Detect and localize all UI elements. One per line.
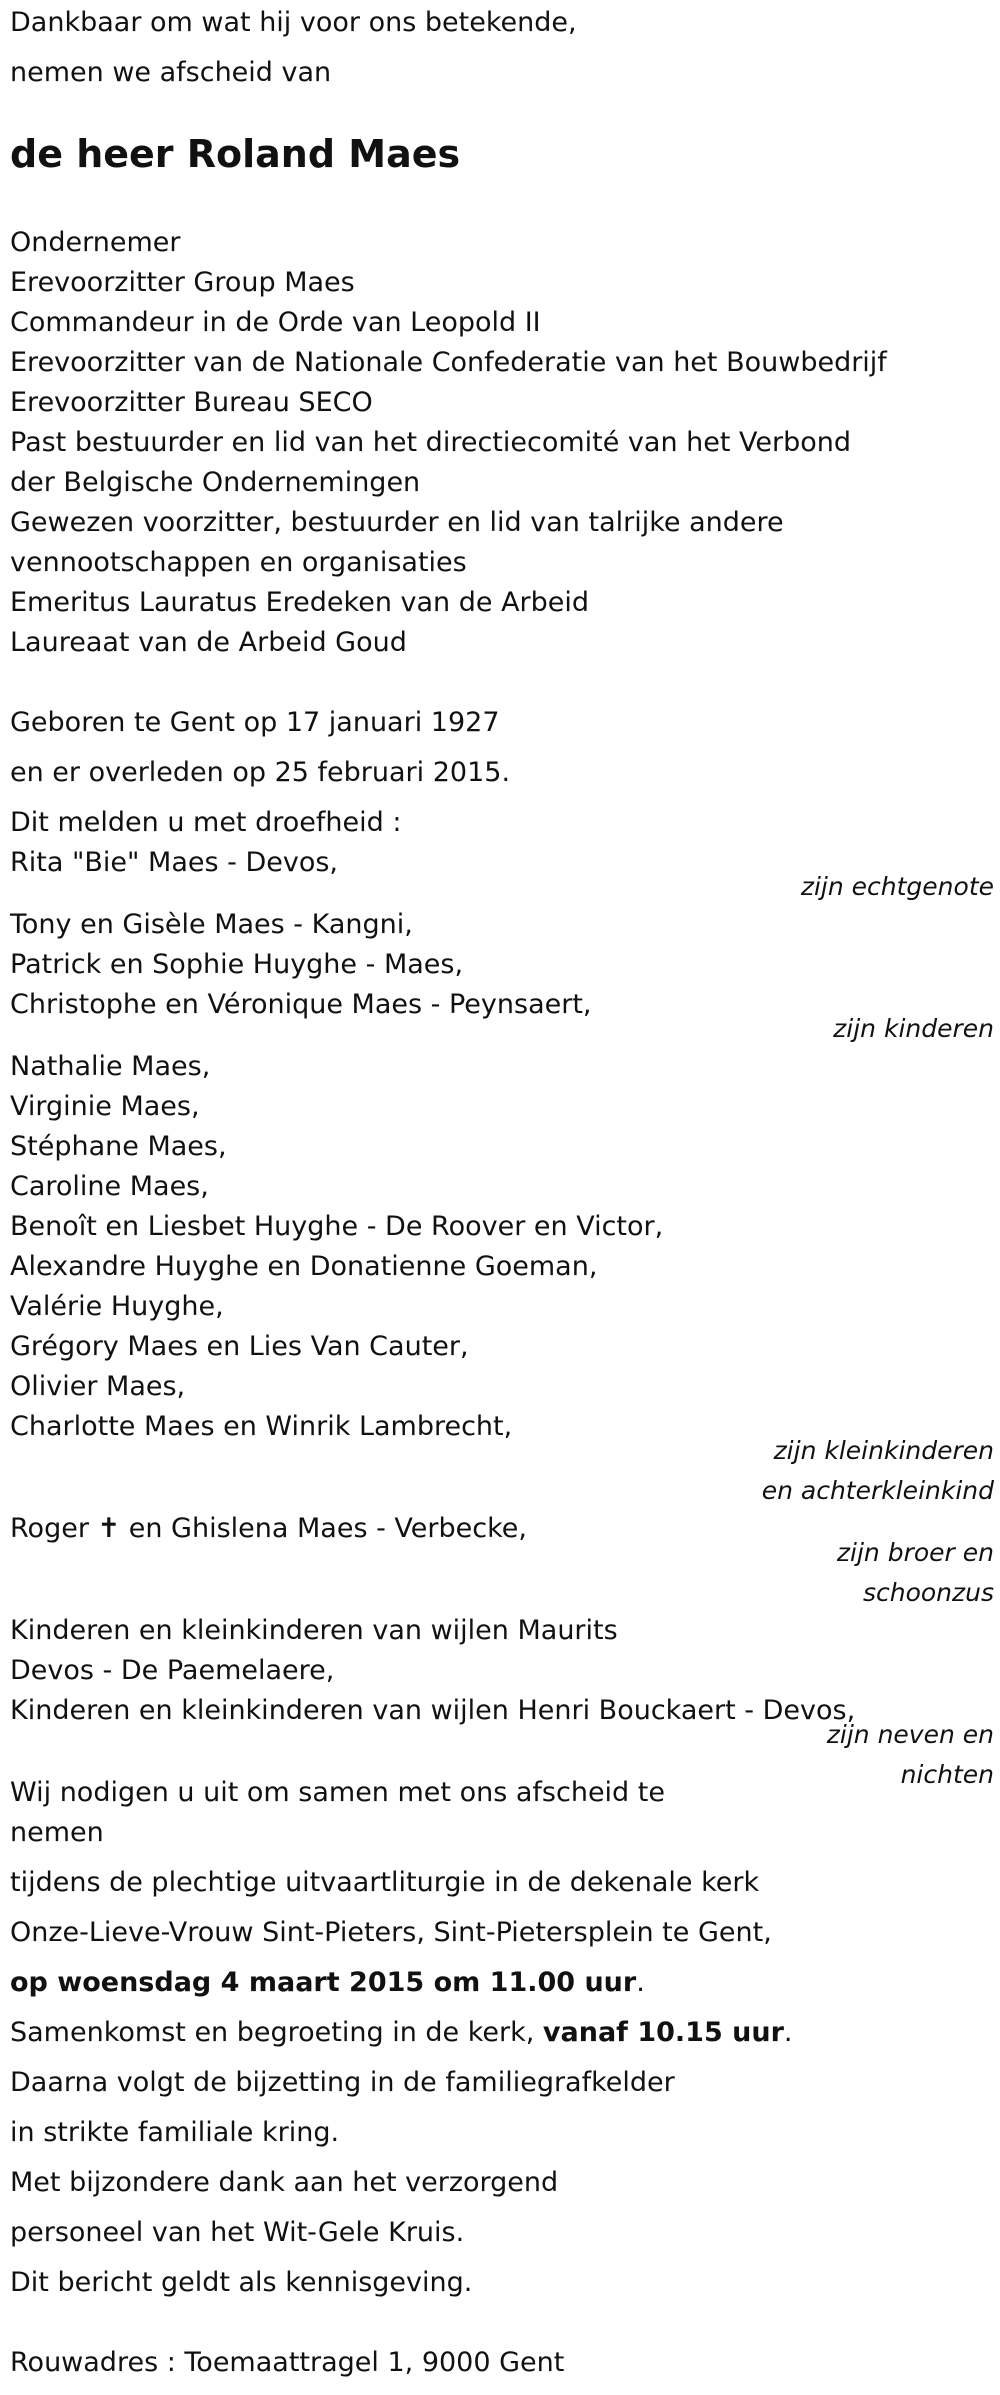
- grandchild-line: Valérie Huyghe,: [10, 1291, 224, 1322]
- invite-line: Wij nodigen u uit om samen met ons afscheid te: [10, 1777, 665, 1808]
- invite-line: personeel van het Wit-Gele Kruis.: [10, 2217, 465, 2248]
- sibling-label-2: schoonzus: [862, 1578, 994, 1607]
- invite-line: tijdens de plechtige uitvaartliturgie in de dekenale kerk: [10, 1867, 760, 1898]
- title-line: Erevoorzitter van de Nationale Confederatie van het Bouwbedrijf: [10, 347, 887, 378]
- relatives-label-2: nichten: [900, 1760, 994, 1789]
- grandchild-line: Virginie Maes,: [10, 1091, 200, 1122]
- title-line: Laureaat van de Arbeid Goud: [10, 627, 407, 658]
- invite-line: Dit bericht geldt als kennisgeving.: [10, 2267, 473, 2298]
- grandchild-line: Nathalie Maes,: [10, 1051, 211, 1082]
- grandchild-line: Grégory Maes en Lies Van Cauter,: [10, 1331, 469, 1362]
- meeting-line: [10, 2016, 793, 2050]
- cross-icon: ✝: [97, 1513, 121, 1544]
- title-line: vennootschappen en organisaties: [10, 547, 467, 578]
- grandchildren-label-2: en achterkleinkind: [761, 1476, 994, 1505]
- intro-line-1: Dankbaar om wat hij voor ons betekende,: [10, 7, 577, 38]
- funeral-date-tail: .: [636, 1967, 645, 1998]
- grandchildren-label-1: zijn kleinkinderen: [773, 1436, 994, 1465]
- relatives-line: Kinderen en kleinkinderen van wijlen Henri Bouckaert - Devos,: [10, 1695, 856, 1726]
- grandchild-line: Charlotte Maes en Winrik Lambrecht,: [10, 1411, 513, 1442]
- meeting-time: vanaf 10.15 uur: [542, 2017, 784, 2048]
- birth-line: Geboren te Gent op 17 januari 1927: [10, 707, 500, 738]
- grandchild-line: Stéphane Maes,: [10, 1131, 227, 1162]
- invite-line: Onze-Lieve-Vrouw Sint-Pieters, Sint-Pietersplein te Gent,: [10, 1917, 772, 1948]
- sibling-line: [10, 1512, 527, 1546]
- invite-line: Met bijzondere dank aan het verzorgend: [10, 2167, 559, 2198]
- intro-line-2: nemen we afscheid van: [10, 57, 332, 88]
- announce-line: Dit melden u met droefheid :: [10, 807, 402, 838]
- title-line: Emeritus Lauratus Eredeken van de Arbeid: [10, 587, 590, 618]
- children-label: zijn kinderen: [833, 1014, 994, 1043]
- meeting-tail: .: [783, 2017, 793, 2048]
- title-line: Erevoorzitter Bureau SECO: [10, 387, 373, 418]
- title-line: Past bestuurder en lid van het directiecomité van het Verbond: [10, 427, 852, 458]
- child-line: Tony en Gisèle Maes - Kangni,: [10, 909, 413, 940]
- invite-line: in strikte familiale kring.: [10, 2117, 340, 2148]
- sibling-rest: en Ghislena Maes - Verbecke,: [128, 1513, 527, 1544]
- mourning-address: Rouwadres : Toemaattragel 1, 9000 Gent: [10, 2347, 565, 2378]
- sibling-label-1: zijn broer en: [836, 1538, 994, 1567]
- relatives-line: Kinderen en kleinkinderen van wijlen Maurits: [10, 1615, 618, 1646]
- death-line: en er overleden op 25 februari 2015.: [10, 757, 511, 788]
- grandchild-line: Olivier Maes,: [10, 1371, 186, 1402]
- funeral-date-bold: op woensdag 4 maart 2015 om 11.00 uur: [10, 1967, 637, 1998]
- grandchild-line: Benoît en Liesbet Huyghe - De Roover en Victor,: [10, 1211, 664, 1242]
- sibling-name: Roger: [10, 1513, 89, 1544]
- spouse-label: zijn echtgenote: [800, 872, 994, 901]
- child-line: Christophe en Véronique Maes - Peynsaert,: [10, 989, 592, 1020]
- title-line: Commandeur in de Orde van Leopold II: [10, 307, 541, 338]
- grandchild-line: Alexandre Huyghe en Donatienne Goeman,: [10, 1251, 598, 1282]
- deceased-name: de heer Roland Maes: [10, 132, 461, 176]
- title-line: Gewezen voorzitter, bestuurder en lid van talrijke andere: [10, 507, 784, 538]
- title-line: der Belgische Ondernemingen: [10, 467, 421, 498]
- title-line: Ondernemer: [10, 227, 181, 258]
- relatives-line: Devos - De Paemelaere,: [10, 1655, 335, 1686]
- spouse-name: Rita "Bie" Maes - Devos,: [10, 847, 339, 878]
- relatives-label-1: zijn neven en: [826, 1720, 994, 1749]
- grandchild-line: Caroline Maes,: [10, 1171, 209, 1202]
- invite-line: nemen: [10, 1817, 104, 1848]
- title-line: Erevoorzitter Group Maes: [10, 267, 355, 298]
- funeral-date: [10, 1966, 645, 2000]
- invite-line: Daarna volgt de bijzetting in de familiegrafkelder: [10, 2067, 675, 2098]
- meeting-prefix: Samenkomst en begroeting in de kerk,: [10, 2017, 543, 2048]
- child-line: Patrick en Sophie Huyghe - Maes,: [10, 949, 464, 980]
